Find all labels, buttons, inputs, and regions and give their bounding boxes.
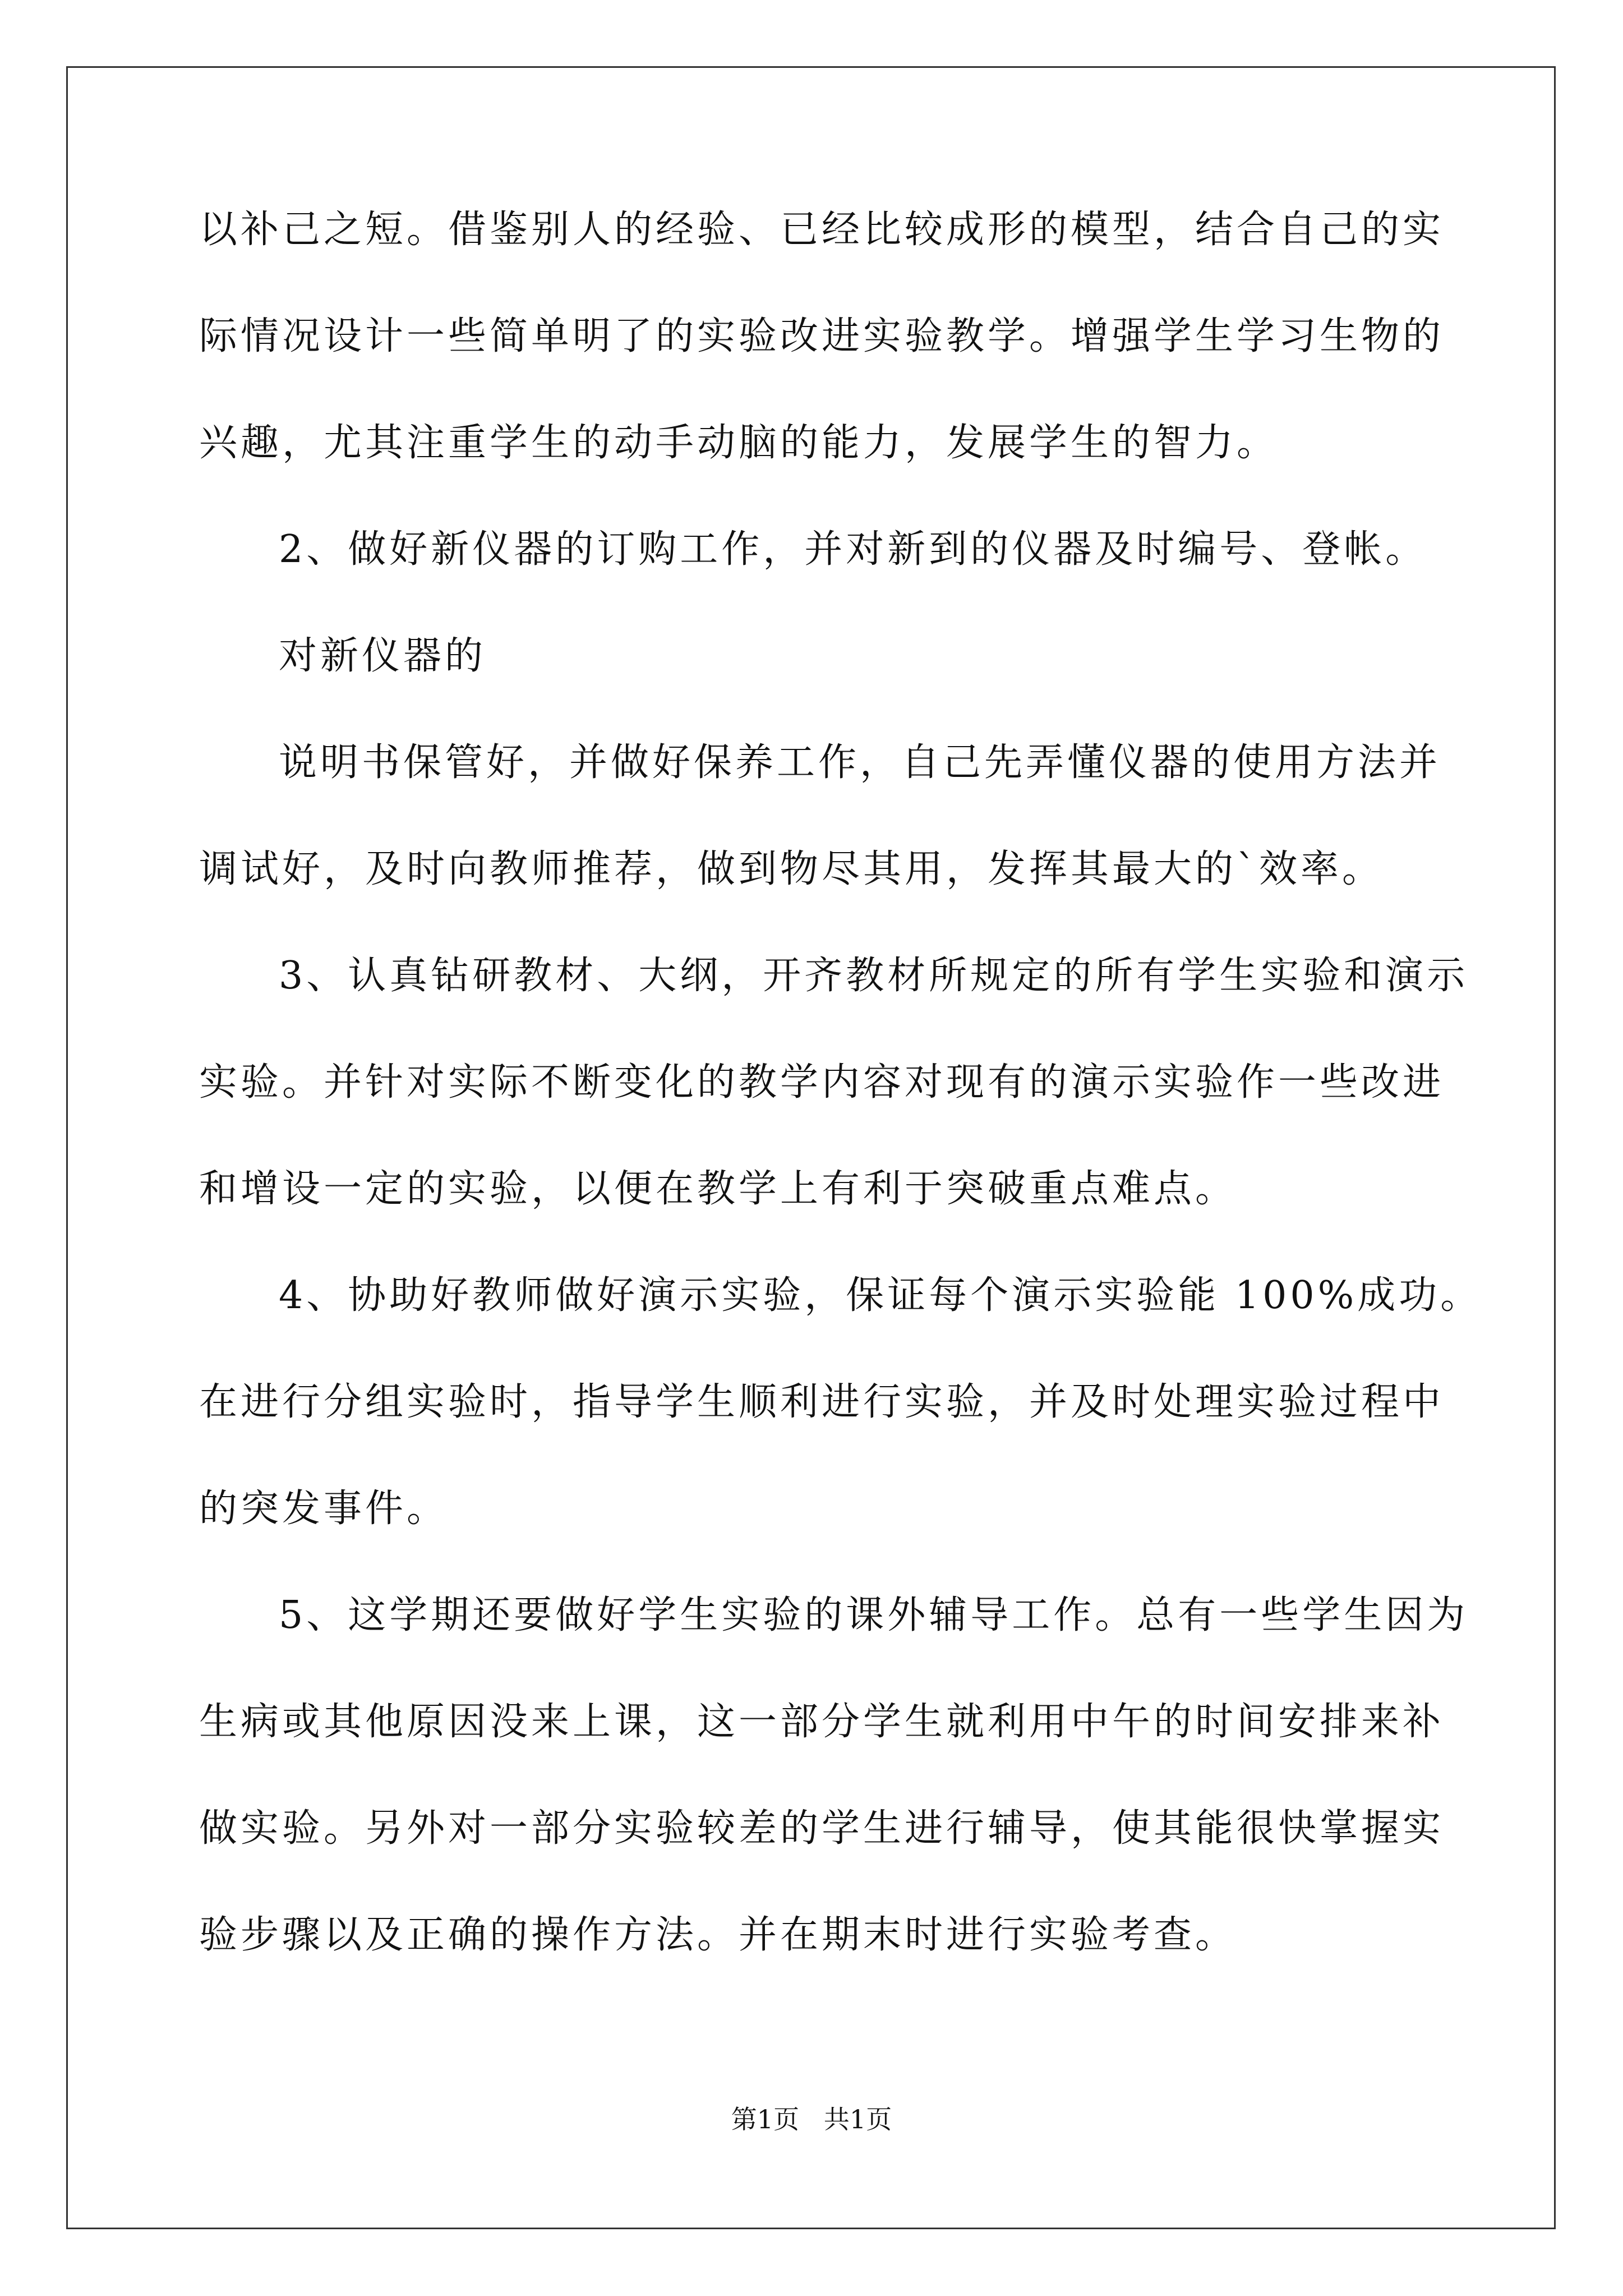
text-line: 在进行分组实验时，指导学生顺利进行实验，并及时处理实验过程中 [199,1380,1445,1424]
paragraph-5-start: 5、这学期还要做好学生实验的课外辅导工作。总有一些学生因为 [279,1593,1469,1637]
paragraph-4-start: 4、协助好教师做好演示实验，保证每个演示实验能 100%成功。 [279,1273,1482,1318]
text-line: 以补己之短。借鉴别人的经验、已经比较成形的模型，结合自己的实 [199,208,1445,252]
text-line: 调试好，及时向教师推荐，做到物尽其用，发挥其最大的`效率。 [199,847,1384,891]
text-line: 的突发事件。 [199,1487,449,1531]
text-line: 生病或其他原因没来上课，这一部分学生就利用中午的时间安排来补 [199,1700,1445,1744]
text-line: 和增设一定的实验，以便在教学上有利于突破重点难点。 [199,1167,1237,1211]
text-line: 对新仪器的 [279,634,487,678]
paragraph-2-start: 2、做好新仪器的订购工作，并对新到的仪器及时编号、登帐。 [279,527,1427,572]
text-line: 实验。并针对实际不断变化的教学内容对现有的演示实验作一些改进 [199,1060,1445,1105]
text-line: 验步骤以及正确的操作方法。并在期末时进行实验考查。 [199,1913,1237,1957]
text-line: 兴趣，尤其注重学生的动手动脑的能力，发展学生的智力。 [199,421,1279,465]
page-border [66,66,1556,2229]
page-number-footer: 第1页 共1页 [731,2104,892,2134]
text-line: 做实验。另外对一部分实验较差的学生进行辅导，使其能很快掌握实 [199,1806,1445,1851]
paragraph-3-start: 3、认真钻研教材、大纲，开齐教材所规定的所有学生实验和演示 [279,954,1469,998]
text-line: 际情况设计一些简单明了的实验改进实验教学。增强学生学习生物的 [199,314,1445,358]
text-line: 说明书保管好，并做好保养工作，自己先弄懂仪器的使用方法并 [279,740,1441,785]
